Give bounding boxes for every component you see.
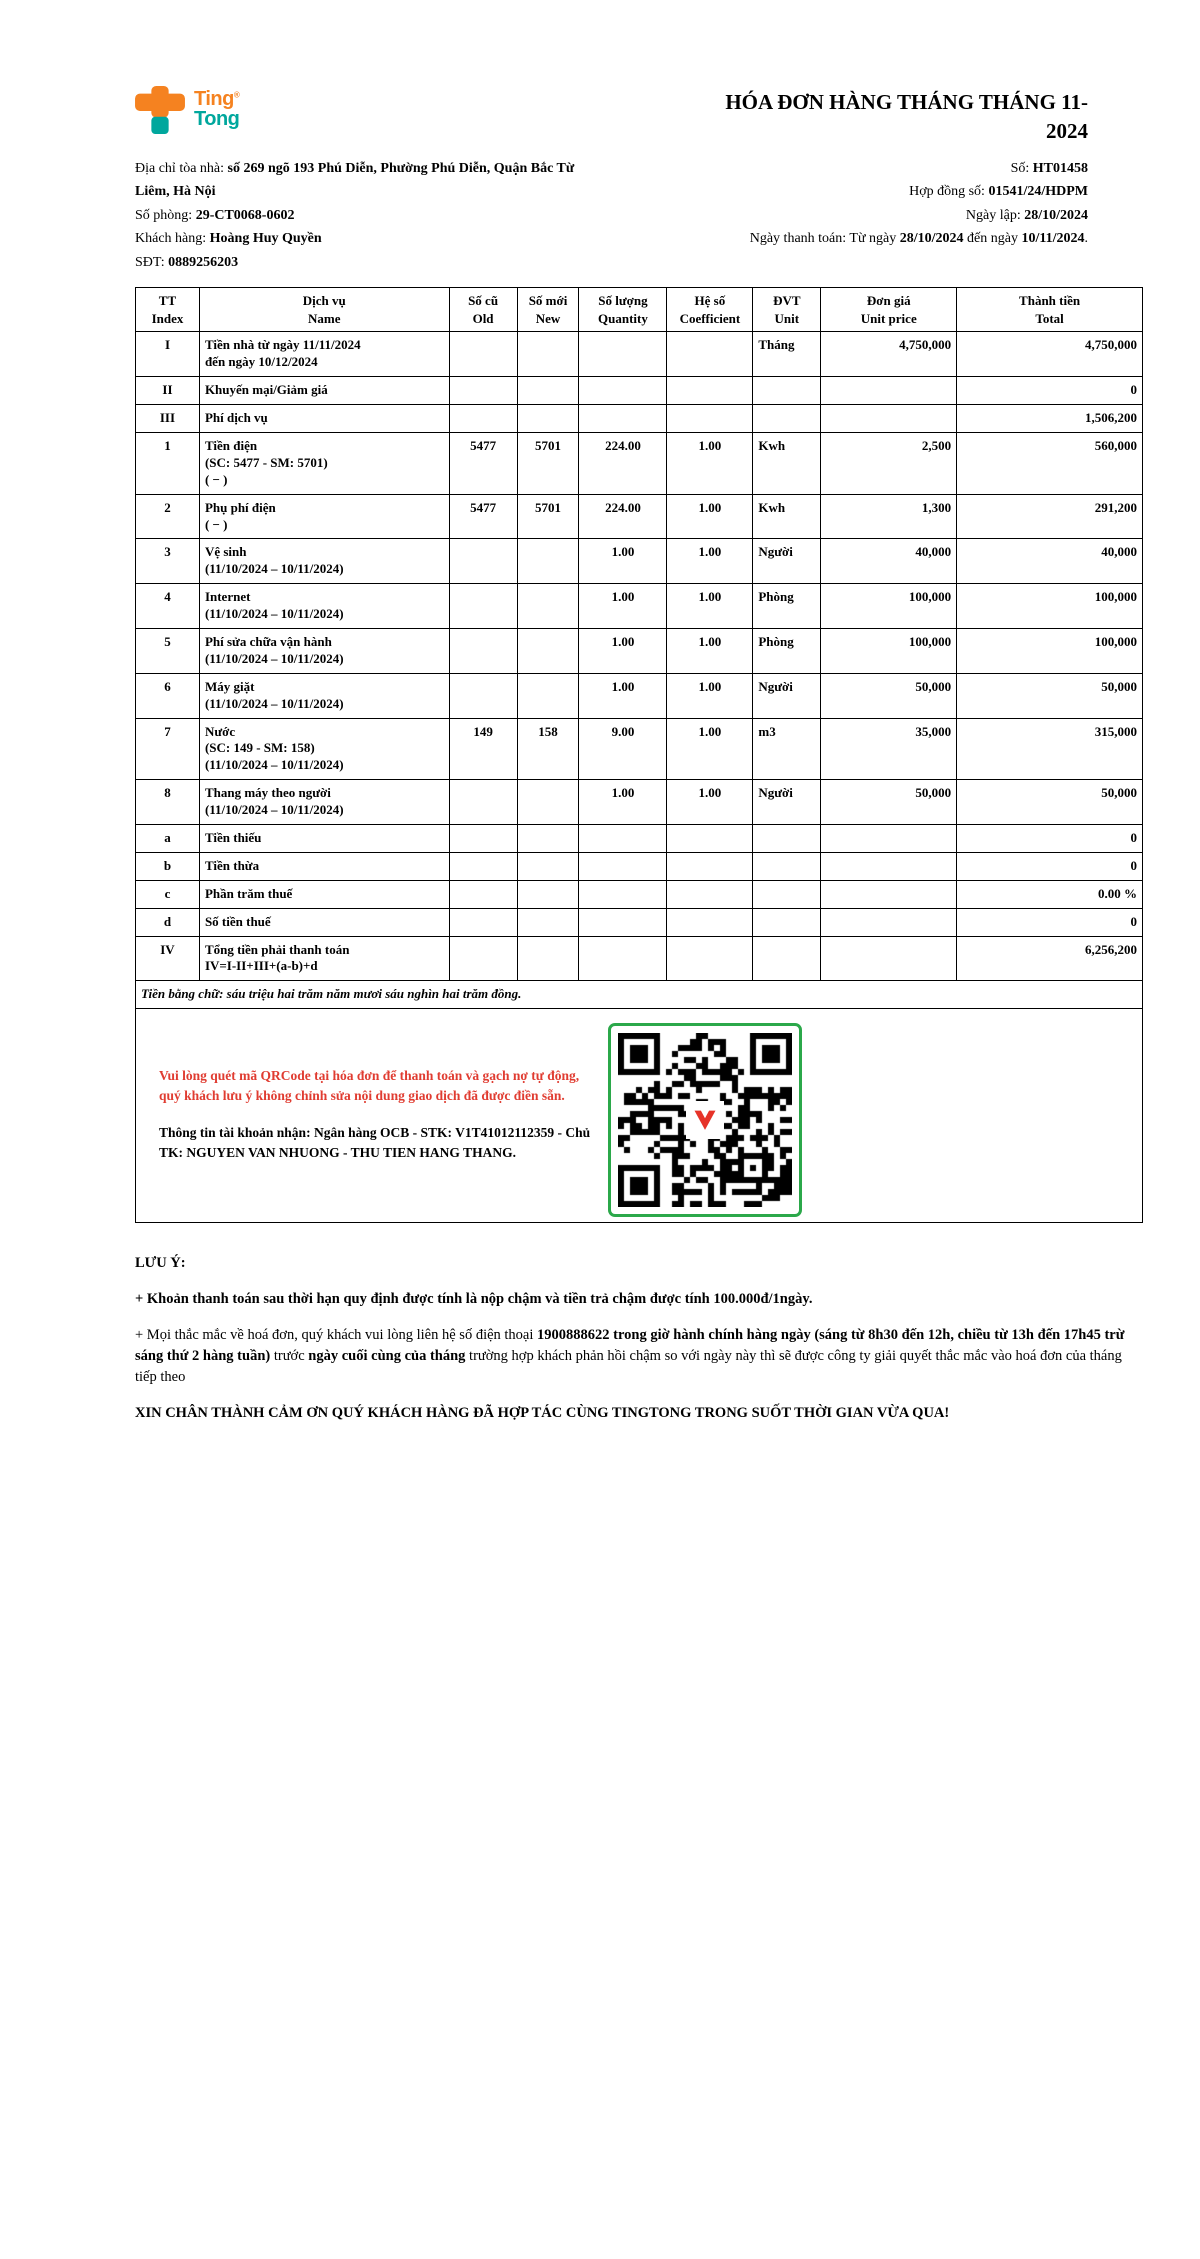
cell-new: 158 <box>517 718 579 780</box>
cell-old <box>449 539 517 584</box>
cell-old <box>449 824 517 852</box>
tingtong-v-icon <box>691 1106 719 1134</box>
invoice-info <box>135 157 1143 275</box>
cell-new <box>517 539 579 584</box>
column-header-line: Số lượng <box>598 293 648 309</box>
invoice-title: HÓA ĐƠN HÀNG THÁNG THÁNG 11-2024 <box>725 90 1088 144</box>
footer-notes <box>135 1253 1143 1424</box>
cell-unit <box>753 824 821 852</box>
table-row <box>136 494 1143 539</box>
cell-price: 100,000 <box>821 628 957 673</box>
cell-tt: 7 <box>136 718 200 780</box>
table-row <box>136 780 1143 825</box>
cell-qty <box>579 332 667 377</box>
column-header <box>753 288 821 332</box>
cell-name <box>199 584 449 629</box>
invoice-page <box>135 86 1143 1439</box>
info-line-left <box>135 157 595 204</box>
text-segment: 10/11/2024 <box>1021 231 1085 247</box>
amount-words-value: sáu triệu hai trăm năm mươi sáu nghìn hai trăm đồng. <box>226 986 522 1002</box>
cell-qty <box>579 908 667 936</box>
text-segment: V1T41012112359 <box>455 1125 555 1141</box>
cell-total: 50,000 <box>957 780 1143 825</box>
cell-qty <box>579 880 667 908</box>
service-name-line: (11/10/2024 – 10/11/2024) <box>204 695 344 711</box>
cell-coef <box>667 405 753 433</box>
qr-center-logo <box>686 1101 724 1139</box>
cell-tt: II <box>136 377 200 405</box>
invoice-table <box>135 287 1143 1223</box>
cell-unit: Phòng <box>753 628 821 673</box>
cell-new <box>517 377 579 405</box>
text-segment: Hợp đồng số: <box>909 184 989 200</box>
cell-unit <box>753 852 821 880</box>
service-name-line: Tiền điện <box>204 437 258 453</box>
column-header-line: Đơn giá <box>866 293 911 309</box>
text-segment: trước <box>270 1348 309 1365</box>
cell-total: 4,750,000 <box>957 332 1143 377</box>
cell-name <box>199 852 449 880</box>
table-row <box>136 628 1143 673</box>
service-name-line: Thang máy theo người <box>204 785 331 801</box>
text-segment: + Mọi thắc mắc về hoá đơn, quý khách vui lòng liên hệ số điện thoại <box>135 1327 538 1344</box>
service-name-line: Phần trăm thuế <box>204 885 293 901</box>
logo-ting-text: Ting <box>194 88 234 110</box>
cell-total: 100,000 <box>957 584 1143 629</box>
tingtong-logo <box>135 86 239 134</box>
text-segment: . <box>1084 231 1088 247</box>
text-segment: 28/10/2024 <box>1024 207 1088 223</box>
service-name-line: (11/10/2024 – 10/11/2024) <box>204 757 344 773</box>
cell-price: 100,000 <box>821 584 957 629</box>
table-row <box>136 880 1143 908</box>
service-name-line: Vệ sinh <box>204 544 247 560</box>
text-segment: đến ngày <box>963 231 1022 247</box>
info-line-right <box>595 157 1088 181</box>
invoice-info-right <box>595 157 1143 275</box>
cell-tt: d <box>136 908 200 936</box>
cell-unit: Kwh <box>753 494 821 539</box>
cell-unit <box>753 936 821 981</box>
column-header-line: Thành tiền <box>1019 293 1081 309</box>
cell-total: 50,000 <box>957 673 1143 718</box>
cell-tt: 3 <box>136 539 200 584</box>
text-segment: trường hợp khách phản hồi chậm so với ngày này thì sẽ được công ty giải quyết thắc mắc vào hoá đơn của tháng tiếp theo <box>135 1348 1122 1386</box>
text-segment: 28/10/2024 <box>899 231 964 247</box>
cell-unit: Tháng <box>753 332 821 377</box>
table-row <box>136 584 1143 629</box>
cell-tt: 1 <box>136 432 200 494</box>
cell-coef: 1.00 <box>667 584 753 629</box>
cell-coef <box>667 377 753 405</box>
cell-new <box>517 780 579 825</box>
cell-price: 35,000 <box>821 718 957 780</box>
cell-price <box>821 880 957 908</box>
text-segment: ngày cuối cùng của tháng <box>308 1348 466 1365</box>
column-header <box>957 288 1143 332</box>
table-row <box>136 539 1143 584</box>
service-name-line: (11/10/2024 – 10/11/2024) <box>204 802 344 818</box>
cell-price: 50,000 <box>821 780 957 825</box>
service-name-line: Tổng tiền phải thanh toán <box>204 941 350 957</box>
cell-new <box>517 908 579 936</box>
cell-new <box>517 405 579 433</box>
cell-new: 5701 <box>517 494 579 539</box>
cell-total: 40,000 <box>957 539 1143 584</box>
note-paragraph <box>135 1289 1143 1310</box>
info-line-left <box>135 204 595 228</box>
column-header-line: Coefficient <box>679 310 741 326</box>
cell-new <box>517 673 579 718</box>
cell-name <box>199 824 449 852</box>
cell-qty: 224.00 <box>579 494 667 539</box>
note-paragraph <box>135 1403 1085 1424</box>
cell-name <box>199 936 449 981</box>
column-header <box>449 288 517 332</box>
cell-qty: 1.00 <box>579 539 667 584</box>
service-name-line: Số tiền thuế <box>204 913 271 929</box>
service-name-line: (11/10/2024 – 10/11/2024) <box>204 650 344 666</box>
cell-coef <box>667 824 753 852</box>
text-segment: 1900888622 trong giờ hành chính hàng ngày (sáng từ 8h30 đến 12h, chiều từ 13h đến 17h45 trừ sáng thứ 2 hàng tuần) <box>135 1327 1125 1365</box>
service-name-line: Tiền nhà từ ngày 11/11/2024 <box>204 337 361 353</box>
column-header <box>579 288 667 332</box>
cell-qty <box>579 377 667 405</box>
cell-qty <box>579 936 667 981</box>
cell-price <box>821 405 957 433</box>
cell-total: 0 <box>957 852 1143 880</box>
service-name-line: Máy giặt <box>204 678 255 694</box>
cell-name <box>199 405 449 433</box>
cell-name <box>199 494 449 539</box>
cell-new <box>517 628 579 673</box>
text-segment: HT01458 <box>1032 160 1088 176</box>
service-name-line: ( − ) <box>204 471 228 487</box>
text-segment: Số: <box>1010 160 1033 176</box>
cell-name <box>199 377 449 405</box>
cell-price <box>821 852 957 880</box>
service-name-line: Nước <box>204 723 236 739</box>
cell-total: 560,000 <box>957 432 1143 494</box>
cell-new <box>517 332 579 377</box>
service-name-line: (11/10/2024 – 10/11/2024) <box>204 561 344 577</box>
column-header-line: Name <box>308 310 341 326</box>
cell-coef: 1.00 <box>667 628 753 673</box>
cell-new <box>517 584 579 629</box>
column-header-line: ĐVT <box>773 293 801 309</box>
text-segment: Ngày thanh toán: Từ ngày <box>749 231 900 247</box>
cell-coef <box>667 936 753 981</box>
cell-coef: 1.00 <box>667 494 753 539</box>
qr-row <box>136 1009 1143 1223</box>
info-line-right <box>595 204 1088 228</box>
cell-unit: Người <box>753 539 821 584</box>
cell-old: 5477 <box>449 432 517 494</box>
cell-name <box>199 432 449 494</box>
cell-name <box>199 539 449 584</box>
cell-name <box>199 780 449 825</box>
cell-qty: 1.00 <box>579 780 667 825</box>
cell-unit <box>753 405 821 433</box>
cell-unit: Kwh <box>753 432 821 494</box>
service-name-line: Phí sửa chữa vận hành <box>204 633 332 649</box>
cell-old <box>449 852 517 880</box>
invoice-info-left <box>135 157 595 275</box>
qr-section <box>136 1009 1143 1223</box>
text-segment: Thông tin tài khoản nhận: Ngân hàng OCB - STK: <box>159 1125 456 1141</box>
cell-coef: 1.00 <box>667 673 753 718</box>
info-line-right <box>595 227 1088 251</box>
cell-qty: 1.00 <box>579 673 667 718</box>
invoice-table-body <box>136 332 1143 981</box>
qr-payment-notice: Vui lòng quét mã QRCode tại hóa đơn để thanh toán và gạch nợ tự động, quý khách lưu ý không chỉnh sửa nội dung giao dịch đã được điền sẵn. <box>159 1068 580 1103</box>
cell-coef: 1.00 <box>667 539 753 584</box>
text-segment: NGUYEN VAN NHUONG - THU TIEN HANG THANG <box>186 1144 513 1160</box>
cell-old <box>449 908 517 936</box>
amount-words-label: Tiền bằng chữ: <box>141 986 227 1002</box>
cell-tt: I <box>136 332 200 377</box>
payment-qr-code <box>608 1023 802 1217</box>
cell-price: 4,750,000 <box>821 332 957 377</box>
column-header-line: Quantity <box>598 310 648 326</box>
cell-tt: 8 <box>136 780 200 825</box>
service-name-line: (SC: 149 - SM: 158) <box>204 740 315 756</box>
cell-qty: 9.00 <box>579 718 667 780</box>
tingtong-wordmark <box>194 86 239 129</box>
cell-old <box>449 628 517 673</box>
column-header <box>821 288 957 332</box>
cell-unit <box>753 377 821 405</box>
cell-new <box>517 852 579 880</box>
table-header-row <box>136 288 1143 332</box>
text-segment: + Khoản thanh toán sau thời hạn quy định được tính là nộp chậm và tiền trả chậm được tính 100.000đ/1ngày. <box>135 1291 813 1308</box>
cell-coef: 1.00 <box>667 780 753 825</box>
table-row <box>136 718 1143 780</box>
cell-unit: Người <box>753 673 821 718</box>
service-name-line: ( − ) <box>204 516 228 532</box>
qr-text-block <box>141 1014 596 1162</box>
cell-old <box>449 880 517 908</box>
table-row <box>136 377 1143 405</box>
cell-new: 5701 <box>517 432 579 494</box>
cell-name <box>199 673 449 718</box>
text-segment: Hoàng Huy Quyền <box>209 231 322 247</box>
text-segment: 01541/24/HDPM <box>988 184 1088 200</box>
service-name-line: đến ngày 10/12/2024 <box>204 354 318 370</box>
invoice-header <box>135 86 1143 147</box>
cell-name <box>199 908 449 936</box>
text-segment: XIN CHÂN THÀNH CẢM ƠN QUÝ KHÁCH HÀNG ĐÃ HỢP TÁC CÙNG TINGTONG TRONG SUỐT THỜI GIAN VỪA QUA! <box>135 1405 950 1422</box>
cell-coef <box>667 852 753 880</box>
cell-qty <box>579 405 667 433</box>
cell-total: 315,000 <box>957 718 1143 780</box>
info-line-right <box>595 180 1088 204</box>
cell-qty: 224.00 <box>579 432 667 494</box>
cell-old <box>449 377 517 405</box>
service-name-line: Khuyến mại/Giảm giá <box>204 382 328 398</box>
cell-unit: Phòng <box>753 584 821 629</box>
logo-tong-text: Tong <box>194 108 240 130</box>
notes-paragraphs <box>135 1289 1143 1424</box>
text-segment: Số phòng: <box>135 207 196 223</box>
bank-account-info <box>159 1123 596 1162</box>
cell-qty: 1.00 <box>579 628 667 673</box>
cell-old <box>449 936 517 981</box>
service-name-line: Phụ phí điện <box>204 499 276 515</box>
note-paragraph <box>135 1325 1143 1388</box>
cell-qty <box>579 852 667 880</box>
text-segment: Khách hàng: <box>135 231 210 247</box>
cell-coef <box>667 880 753 908</box>
cell-new <box>517 880 579 908</box>
service-name-line: (SC: 5477 - SM: 5701) <box>204 454 328 470</box>
cell-tt: a <box>136 824 200 852</box>
cell-total: 0 <box>957 824 1143 852</box>
column-header-line: Old <box>472 310 494 326</box>
column-header <box>199 288 449 332</box>
column-header <box>136 288 200 332</box>
cell-qty: 1.00 <box>579 584 667 629</box>
column-header-line: TT <box>158 293 177 309</box>
column-header-line: Total <box>1035 310 1064 326</box>
cell-tt: IV <box>136 936 200 981</box>
qr-section-content <box>141 1014 1137 1217</box>
cell-price: 50,000 <box>821 673 957 718</box>
cell-coef <box>667 332 753 377</box>
column-header <box>517 288 579 332</box>
column-header-line: Dịch vụ <box>302 293 346 309</box>
cell-price: 2,500 <box>821 432 957 494</box>
cell-total: 6,256,200 <box>957 936 1143 981</box>
cell-total: 291,200 <box>957 494 1143 539</box>
column-header-line: Hệ số <box>694 293 726 309</box>
table-row <box>136 908 1143 936</box>
table-row <box>136 824 1143 852</box>
info-line-left <box>135 227 595 251</box>
cell-old: 5477 <box>449 494 517 539</box>
cell-price <box>821 908 957 936</box>
cell-total: 100,000 <box>957 628 1143 673</box>
text-segment: 29-CT0068-0602 <box>195 207 295 223</box>
tingtong-logo-icon <box>135 86 185 134</box>
text-segment: . <box>512 1144 516 1160</box>
column-header-line: Số cũ <box>468 293 499 309</box>
cell-tt: III <box>136 405 200 433</box>
table-row <box>136 673 1143 718</box>
cell-unit <box>753 880 821 908</box>
cell-name <box>199 718 449 780</box>
cell-old <box>449 405 517 433</box>
cell-total: 0 <box>957 908 1143 936</box>
cell-price <box>821 377 957 405</box>
text-segment: số 269 ngõ 193 Phú Diễn, Phường Phú Diễn, Quận Bắc Từ Liêm, Hà Nội <box>135 160 575 200</box>
cell-new <box>517 824 579 852</box>
cell-tt: c <box>136 880 200 908</box>
table-row <box>136 332 1143 377</box>
service-name-line: Internet <box>204 589 251 605</box>
cell-price: 1,300 <box>821 494 957 539</box>
cell-coef: 1.00 <box>667 718 753 780</box>
cell-name <box>199 880 449 908</box>
column-header-line: Unit <box>774 310 800 326</box>
cell-name <box>199 628 449 673</box>
table-row <box>136 405 1143 433</box>
cell-total: 1,506,200 <box>957 405 1143 433</box>
cell-tt: 4 <box>136 584 200 629</box>
table-row <box>136 936 1143 981</box>
cell-tt: 2 <box>136 494 200 539</box>
service-name-line: (11/10/2024 – 10/11/2024) <box>204 606 344 622</box>
amount-in-words-row <box>136 981 1143 1009</box>
cell-new <box>517 936 579 981</box>
cell-tt: 5 <box>136 628 200 673</box>
text-segment: Ngày lập: <box>965 207 1025 223</box>
cell-total: 0 <box>957 377 1143 405</box>
cell-tt: b <box>136 852 200 880</box>
cell-qty <box>579 824 667 852</box>
column-header-line: Số mới <box>528 293 568 309</box>
service-name-line: IV=I-II+III+(a-b)+d <box>204 958 318 974</box>
cell-old <box>449 780 517 825</box>
cell-unit: Người <box>753 780 821 825</box>
cell-unit: m3 <box>753 718 821 780</box>
column-header-line: New <box>535 310 561 326</box>
column-header <box>667 288 753 332</box>
cell-old <box>449 584 517 629</box>
cell-tt: 6 <box>136 673 200 718</box>
text-segment: SĐT: <box>135 254 169 270</box>
registered-mark: ® <box>233 90 240 100</box>
cell-old <box>449 673 517 718</box>
text-segment: Địa chỉ tòa nhà: <box>135 160 228 176</box>
cell-price <box>821 824 957 852</box>
cell-old: 149 <box>449 718 517 780</box>
column-header-line: Index <box>151 310 184 326</box>
service-name-line: Phí dịch vụ <box>204 410 268 426</box>
cell-old <box>449 332 517 377</box>
cell-name <box>199 332 449 377</box>
cell-unit <box>753 908 821 936</box>
column-header-line: Unit price <box>860 310 917 326</box>
cell-total: 0.00 % <box>957 880 1143 908</box>
cell-coef <box>667 908 753 936</box>
service-name-line: Tiền thừa <box>204 857 260 873</box>
text-segment: 0889256203 <box>168 254 239 270</box>
text-segment: - Chủ TK: <box>159 1125 591 1160</box>
service-name-line: Tiền thiếu <box>204 829 262 845</box>
table-row <box>136 432 1143 494</box>
notes-title: LƯU Ý: <box>135 1255 186 1272</box>
cell-price: 40,000 <box>821 539 957 584</box>
amount-in-words <box>136 981 1143 1009</box>
info-line-left <box>135 251 595 275</box>
cell-price <box>821 936 957 981</box>
table-row <box>136 852 1143 880</box>
cell-coef: 1.00 <box>667 432 753 494</box>
